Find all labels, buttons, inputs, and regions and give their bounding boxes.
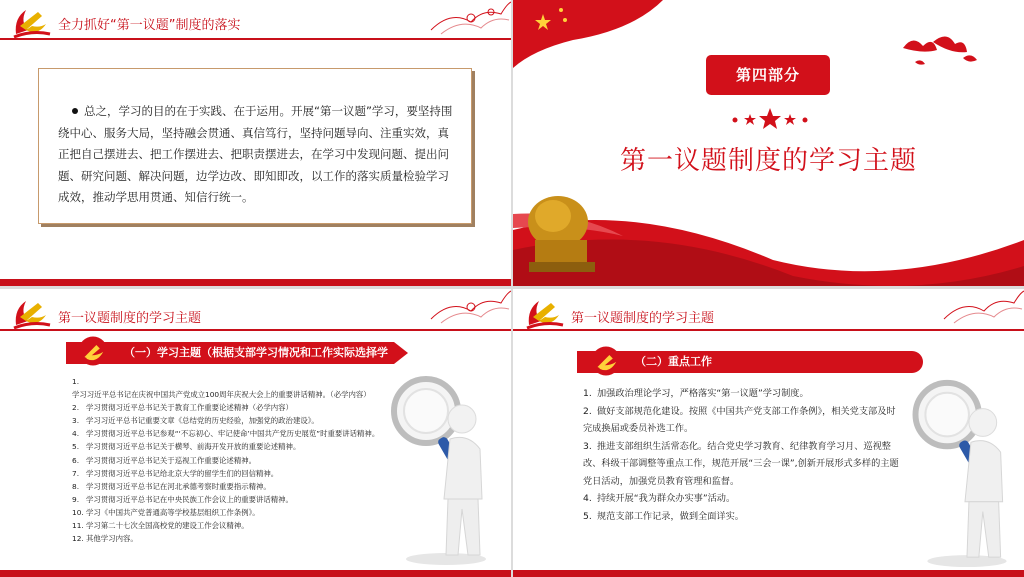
- magnifier-figure-image: [388, 369, 498, 569]
- dove-icon: [893, 28, 993, 78]
- flag-icon: [513, 0, 663, 70]
- title-underline: [513, 329, 1024, 331]
- title-underline: [0, 38, 511, 40]
- list-item: 11. 学习第二十七次全国高校党的建设工作会议精神。: [72, 521, 249, 531]
- section-title: 第一议题制度的学习主题: [619, 146, 917, 176]
- party-emblem-icon: [589, 345, 623, 377]
- cloud-pattern-icon: [934, 289, 1024, 325]
- key-work-list: [583, 385, 903, 525]
- bottom-strip: [513, 570, 1024, 577]
- list-item: 8. 学习贯彻习近平总书记在河北承德考察时重要指示精神。: [72, 481, 271, 491]
- lion-statue-image: [513, 180, 1024, 286]
- study-topics-list: [72, 375, 382, 545]
- list-item: 4. 学习贯彻习近平总书记参观“‘不忘初心、牢记使命’中国共产党历史展览”时重要讲话精神。: [72, 429, 380, 439]
- slide-4[interactable]: [513, 289, 1024, 577]
- slide-2[interactable]: [513, 0, 1024, 286]
- part-badge: 第四部分: [706, 55, 830, 95]
- slide-title: 第一议题制度的学习主题: [571, 311, 715, 326]
- list-item: 6. 学习贯彻习近平总书记关于巡视工作重要论述精神。: [72, 455, 256, 465]
- list-item: 5. 学习贯彻习近平总书记关于横琴、前海开发开放的重要论述精神。: [72, 442, 301, 452]
- title-underline: [0, 329, 511, 331]
- list-item: 4. 持续开展“我为群众办实事”活动。: [583, 493, 736, 504]
- list-item: 1. 加强政治理论学习，严格落实“第一议题”学习制度。: [583, 388, 809, 399]
- slide-title: 全力抓好“第一议题”制度的落实: [58, 18, 241, 33]
- party-emblem-icon: [76, 335, 110, 367]
- list-item: 2. 做好支部规范化建设。按照《中国共产党支部工作条例》，相关党支部及时完成换届或委员补选工作。: [583, 405, 896, 434]
- list-item: 10. 学习《中国共产党普通高等学校基层组织工作条例》。: [72, 507, 260, 517]
- list-item: 3. 学习习近平总书记重要文章《总结党的历史经验，加强党的政治建设》。: [72, 416, 319, 426]
- cloud-pattern-icon: [421, 0, 511, 36]
- slide-title: 第一议题制度的学习主题: [58, 311, 202, 326]
- slide-3[interactable]: [0, 289, 511, 577]
- list-item: 2. 学习贯彻习近平总书记关于教育工作重要论述精神（必学内容）: [72, 403, 293, 413]
- magnifier-figure-image: [909, 373, 1019, 571]
- list-item: 1.学习习近平总书记在庆祝中国共产党成立100周年庆祝大会上的重要讲话精神。（必学内容）: [72, 377, 371, 400]
- star-icon: [725, 106, 815, 130]
- section-heading-label: （二）重点工作: [635, 355, 712, 368]
- content-paragraph: 总之，学习的目的在于实践、在于运用。开展“第一议题”学习，要坚持围绕中心、服务大局，坚持融会贯通、真信笃行，坚持问题导向、注重实效，真正把自己摆进去、把工作摆进去、把职责摆进去，在学习中发现问题、提出问题、研究问题、解决问题，边学边改、即知即改，以工作的落实质量检验学习成效，推动学思用贯通、知信行统一。: [58, 104, 453, 204]
- list-item: 7. 学习贯彻习近平总书记给北京大学的留学生们的回信精神。: [72, 468, 279, 478]
- list-item: 5. 规范支部工作记录，做到全面详实。: [583, 510, 744, 522]
- list-item: 12. 其他学习内容。: [72, 534, 138, 544]
- cloud-pattern-icon: [421, 289, 511, 325]
- heading-arrow: [394, 342, 408, 364]
- party-emblem-icon: [12, 295, 52, 329]
- list-item: 9. 学习贯彻习近平总书记在中央民族工作会议上的重要讲话精神。: [72, 494, 293, 504]
- section-heading-label: （一）学习主题（根据支部学习情况和工作实际选择学习）: [124, 346, 388, 381]
- bottom-strip: [0, 570, 511, 577]
- slide-1[interactable]: [0, 0, 511, 286]
- bottom-strip: [0, 279, 511, 286]
- section-heading: [577, 351, 923, 373]
- party-emblem-icon: [12, 4, 52, 38]
- section-heading: [66, 342, 394, 381]
- party-emblem-icon: [525, 295, 565, 329]
- list-item: 3. 推进支部组织生活常态化。结合党史学习教育、纪律教育学习月、巡视整改、科级干部调整等重点工作，规范开展“三会一课”,创新开展形式多样的主题党日活动，加强党员教育管理和监督。: [583, 440, 899, 487]
